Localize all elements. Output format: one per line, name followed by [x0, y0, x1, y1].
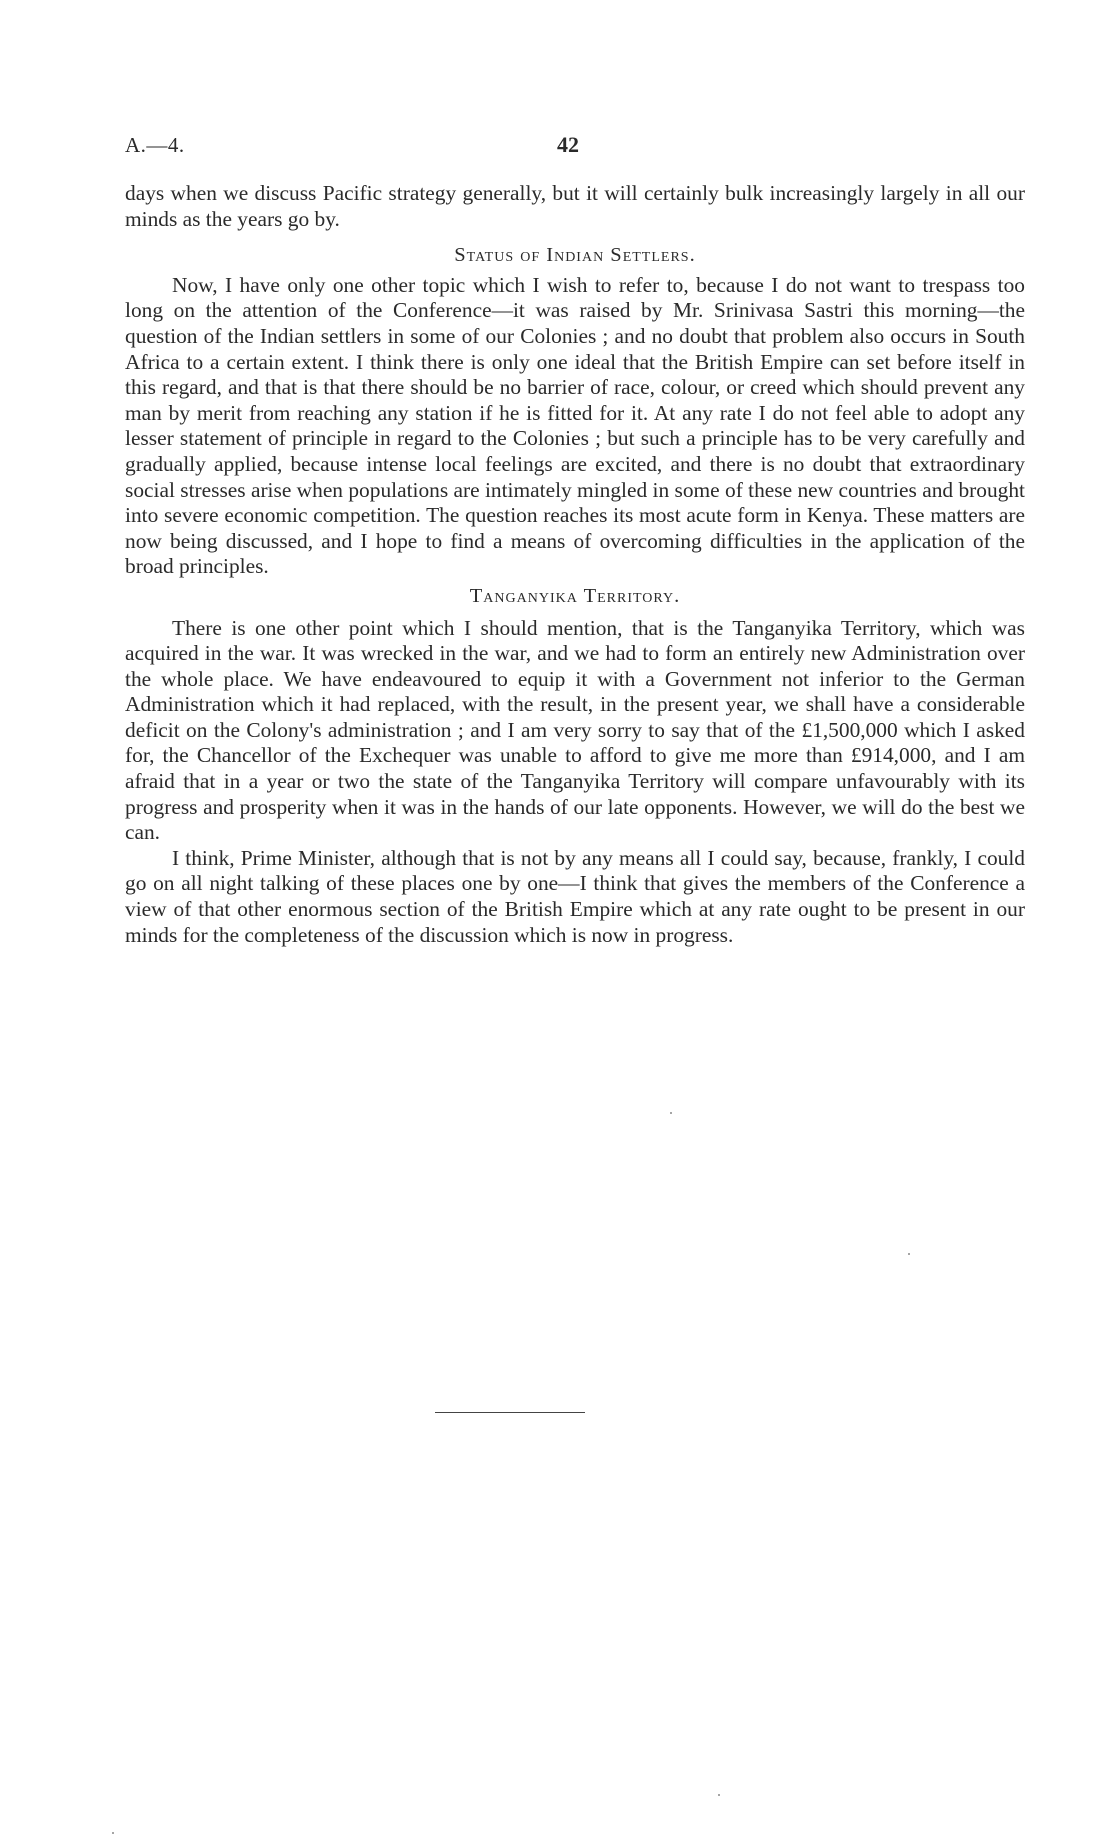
body-text	[125, 181, 1025, 948]
page-number: 42	[557, 132, 579, 157]
section-heading-indian-settlers: Status of Indian Settlers.	[454, 244, 696, 267]
tanganyika-paragraph: There is one other point which I should mention, that is the Tanganyika Territory, which was acquired in the war. It was wrecked in the war, and we had to form an entirely new Administration over the whole place. We have endeavoured to equip it with a Government not inferior to the German Administration which it had replaced, with the result, in the present year, we shall have a considerable deficit on the Colony's administration ; and I am very sorry to say that of the £1,500,000 which I asked for, the Chancellor of the Exchequer was unable to afford to give me more than £914,000, and I am afraid that in a year or two the state of the Tanganyika Territory will compare unfavourably with its progress and prosperity when it was in the hands of our late opponents. However, we will do the best we can.	[125, 615, 1025, 845]
closing-paragraph: I think, Prime Minister, although that is not by any means all I could say, because, frankly, I could go on all night talking of these places one by one—I think that gives the members of the Conference a view of that other enormous section of the British Empire which at any rate ought to be present in our minds for the completeness of the discussion which is now in progress.	[125, 845, 1025, 947]
document-reference: A.—4.	[125, 133, 185, 157]
intro-paragraph: days when we discuss Pacific strategy generally, but it will certainly bulk increasingly largely in all our minds as the years go by.	[125, 181, 1025, 231]
scan-speck	[718, 1794, 720, 1796]
running-head	[125, 133, 1025, 163]
closing-rule-divider	[435, 1412, 585, 1413]
indian-settlers-paragraph: Now, I have only one other topic which I wish to refer to, because I do not want to trespass too long on the attention of the Conference—it was raised by Mr. Srinivasa Sastri this morning—the question of the Indian settlers in some of our Colonies ; and no doubt that problem also occurs in South Africa to a certain extent. I think there is only one ideal that the British Empire can set before itself in this regard, and that is that there should be no barrier of race, colour, or creed which should prevent any man by merit from reaching any station if he is fitted for it. At any rate I do not feel able to adopt any lesser statement of principle in regard to the Colonies ; but such a principle has to be very carefully and gradually applied, because intense local feelings are excited, and there is no doubt that extraordinary social stresses arise when populations are intimately mingled in some of these new countries and brought into severe economic competition. The question reaches its most acute form in Kenya. These matters are now being discussed, and I hope to find a means of overcoming difficulties in the application of the broad principles.	[125, 272, 1025, 579]
section-heading-tanganyika: Tanganyika Territory.	[469, 584, 681, 607]
scan-speck	[112, 1832, 114, 1834]
scan-speck	[908, 1253, 910, 1255]
scan-speck	[670, 1112, 672, 1114]
